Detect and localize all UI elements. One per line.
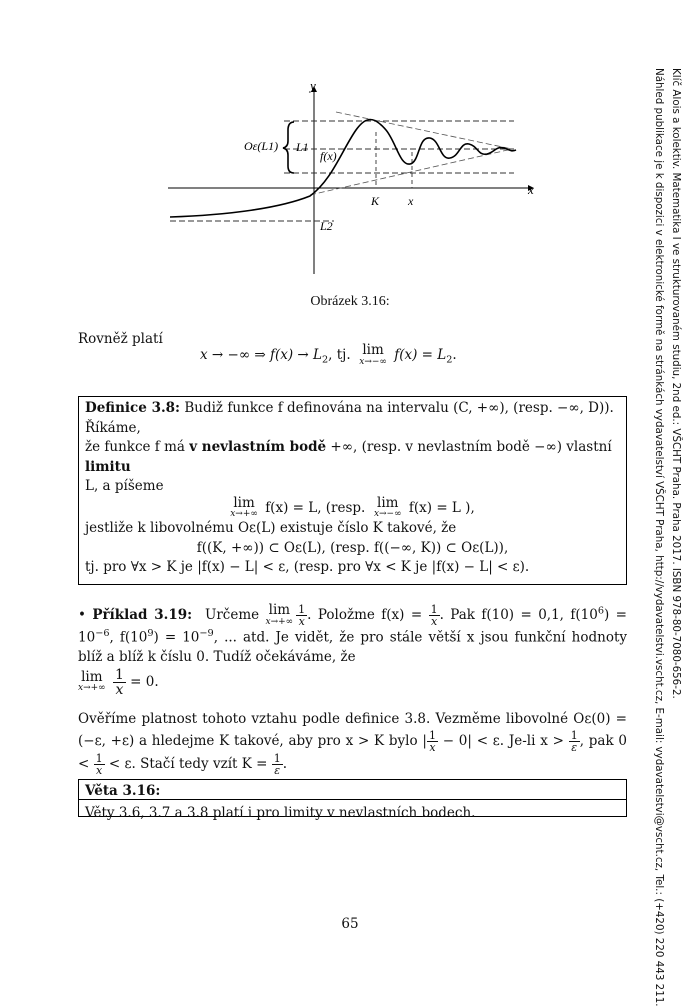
K-label: K xyxy=(371,194,380,208)
definition-box xyxy=(78,396,627,585)
L1-label: L1 xyxy=(296,140,309,154)
intro-formula: x → −∞ ⇒ $f(x) \to L_2$, tj. lim x→−∞ $f(x) = L_2$. xyxy=(200,342,457,367)
limit-figure xyxy=(160,72,560,282)
side-note-line-2: Náhled publikace je k dispozici v elektronické formě na stránkách vydavatelství VŠCHT Praha, http://vydavatelstvi.vscht.cz, E-mail: vydavatelstvi@vscht.cz, Tel.: (+420) 220 443 211. xyxy=(653,68,665,1007)
definition-line-1: Definice 3.8: Budiž funkce f definována na intervalu (C, +∞), (resp. −∞, D)). Říkáme, xyxy=(85,400,614,436)
definition-formula-1: lim x→+∞ f(x) = L, (resp. lim x→−∞ f(x) = L ), xyxy=(230,494,475,520)
definition-line-5: tj. pro ∀x > K je |f(x) − L| < ε, (resp. pro ∀x < K je |f(x) − L| < ε). xyxy=(85,559,530,576)
L2-label: L2 xyxy=(320,219,333,233)
page-number: 65 xyxy=(341,916,359,932)
side-note-line-1: Klíč Alois a kolektiv. Matematika I ve strukturovaném studiu, 2nd ed.: VŠCHT Praha. Praha 2017. ISBN 978-80-7080-656-2. xyxy=(670,68,682,699)
neighborhood-label: Oε(L1) xyxy=(244,139,279,153)
example-block xyxy=(78,604,627,697)
function-curve xyxy=(170,120,516,218)
envelope-lower xyxy=(336,112,512,149)
theorem-body: Věty 3.6, 3.7 a 3.8 platí i pro limity v nevlastních bodech. xyxy=(85,804,476,821)
figure-caption: Obrázek 3.16: xyxy=(310,294,390,309)
intro-limit: lim x→−∞ xyxy=(359,342,387,367)
definition-line-2: že funkce f má v nevlastním bodě +∞, (resp. v nevlastním bodě −∞) vlastní limitu xyxy=(85,439,612,475)
definition-line-3: L, a píšeme xyxy=(85,478,164,495)
theorem-box xyxy=(78,779,627,821)
example-text: • Příklad 3.19: Určeme lim x→+∞ $\frac{1}{x}$ . Položme f(x) = $\frac{1}{x}$ . Pak f(10) = 0,1, $f(10^6) = 10^{-6}$, $f(10^9) = 10^{-9}$, ... atd. Je vidět, že pro stále větší x jsou funkční hodnoty blíž a blíž k číslu 0. Tudíž očekáváme, že xyxy=(78,602,628,666)
definition-formula-2: f((K, +∞)) ⊂ Oε(L), (resp. f((−∞, K)) ⊂ Oε(L)), xyxy=(196,539,509,556)
intro-formula-left: x → −∞ ⇒ f(x) → L xyxy=(200,346,322,363)
neighborhood-brace xyxy=(283,122,294,173)
axis-y-label: y xyxy=(310,78,316,93)
side-note xyxy=(650,68,684,1007)
theorem-title: Věta 3.16: xyxy=(85,783,161,799)
intro-text: Rovněž platí xyxy=(78,331,163,347)
definition-line-4: jestliže k libovolnému Oε(L) existuje číslo K takové, že xyxy=(85,520,457,537)
example-formula: lim x→+∞ $\frac{1}{x}$ = 0. xyxy=(78,666,159,698)
theorem-divider xyxy=(79,799,626,800)
axis-x-label: x xyxy=(528,182,534,197)
x-point-label: x xyxy=(408,194,414,208)
fx-label: f(x) xyxy=(320,149,337,163)
example-title: Příklad 3.19: xyxy=(92,607,193,623)
verification-paragraph: Ověříme platnost tohoto vztahu podle definice 3.8. Vezměme libovolné Oε(0) = (−ε, +ε) a hledejme K takové, aby pro x > K bylo | $\frac{1}{x}$ − 0| < ε. Je-li x > $\frac{1}{\varepsilon}$ , pak 0 < $\frac{1}{x}$ < ε. Stačí tedy vzít K = $\frac{1}{\varepsilon}$ . xyxy=(78,711,627,777)
definition-title: Definice 3.8: xyxy=(85,400,181,416)
